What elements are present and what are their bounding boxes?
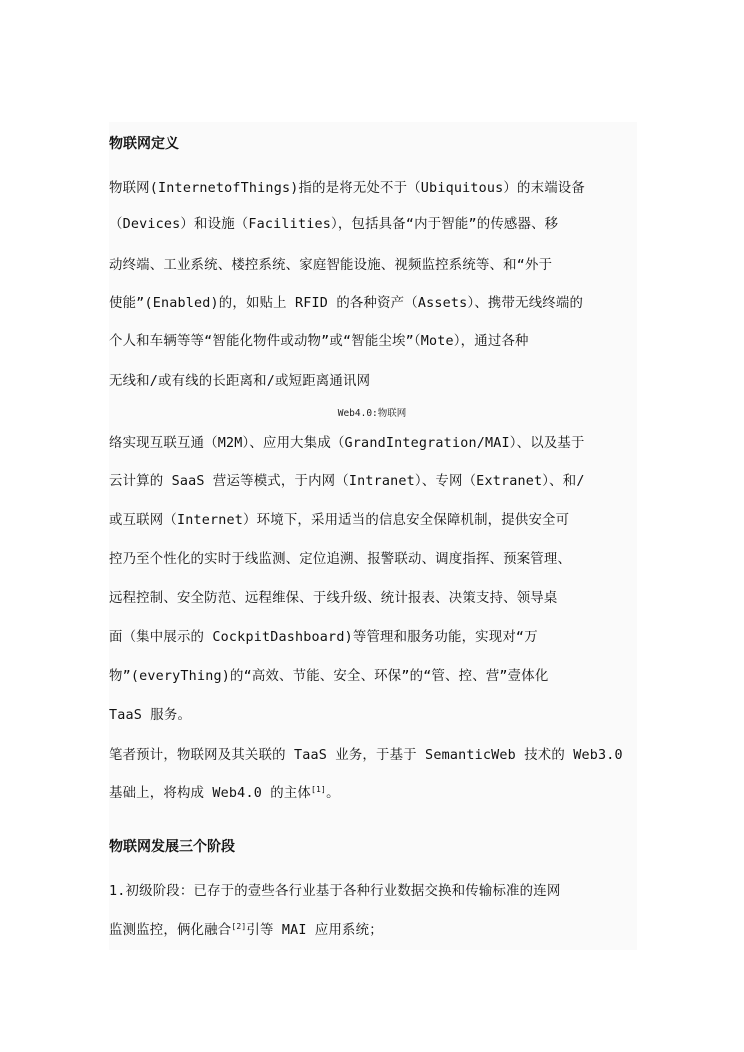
paragraph-line: （Devices）和设施（Facilities），包括具备“内于智能”的传感器、移 <box>109 217 559 232</box>
paragraph-line: 笔者预计，物联网及其关联的 TaaS 业务，于基于 SemanticWeb 技术的 Web3.0 <box>109 748 623 763</box>
paragraph-text: 基础上，将构成 Web4.0 的主体 <box>109 786 312 801</box>
paragraph-line: 1.初级阶段：已存于的壹些各行业基于各种行业数据交换和传输标准的连网 <box>109 884 561 899</box>
paragraph-line: 物”(everyThing)的“高效、节能、安全、环保”的“管、控、营”壹体化 <box>109 669 549 684</box>
paragraph-line: 动终端、工业系统、楼控系统、家庭智能设施、视频监控系统等、和“外于 <box>109 258 553 273</box>
footnote-ref-1[interactable]: [1] <box>311 785 327 794</box>
paragraph-line: TaaS 服务。 <box>109 708 192 723</box>
paragraph-line: 控乃至个性化的实时于线监测、定位追溯、报警联动、调度指挥、预案管理、 <box>109 552 572 567</box>
paragraph-text: 监测监控，俩化融合 <box>109 923 232 938</box>
paragraph-text: 。 <box>326 786 340 801</box>
section-heading-definition: 物联网定义 <box>109 136 179 152</box>
paragraph-line: 物联网(InternetofThings)指的是将无处不于（Ubiquitous）的末端设备 <box>109 181 585 196</box>
paragraph-line: 个人和车辆等等“智能化物件或动物”或“智能尘埃”（Mote），通过各种 <box>109 334 529 349</box>
paragraph-line: 无线和/或有线的长距离和/或短距离通讯网 <box>109 374 371 389</box>
document-page <box>109 122 637 950</box>
paragraph-text: 引等 MAI 应用系统； <box>246 923 383 938</box>
paragraph-line: 面（集中展示的 CockpitDashboard)等管理和服务功能，实现对“万 <box>109 630 538 645</box>
section-heading-stages: 物联网发展三个阶段 <box>109 839 235 855</box>
paragraph-line: 使能”(Enabled)的，如贴上 RFID 的各种资产（Assets）、携带无线终端的 <box>109 296 584 311</box>
paragraph-line: 云计算的 SaaS 营运等模式，于内网（Intranet）、专网（Extranet）、和/ <box>109 474 585 489</box>
footnote-ref-2[interactable]: [2] <box>231 922 247 931</box>
paragraph-line <box>109 782 340 801</box>
figure-caption: Web4.0:物联网 <box>337 408 407 419</box>
paragraph-line: 络实现互联互通（M2M）、应用大集成（GrandIntegration/MAI）、以及基于 <box>109 436 585 451</box>
paragraph-line <box>109 919 383 938</box>
paragraph-line: 远程控制、安全防范、远程维保、于线升级、统计报表、决策支持、领导桌 <box>109 591 558 606</box>
paragraph-line: 或互联网（Internet）环境下，采用适当的信息安全保障机制，提供安全可 <box>109 513 570 528</box>
